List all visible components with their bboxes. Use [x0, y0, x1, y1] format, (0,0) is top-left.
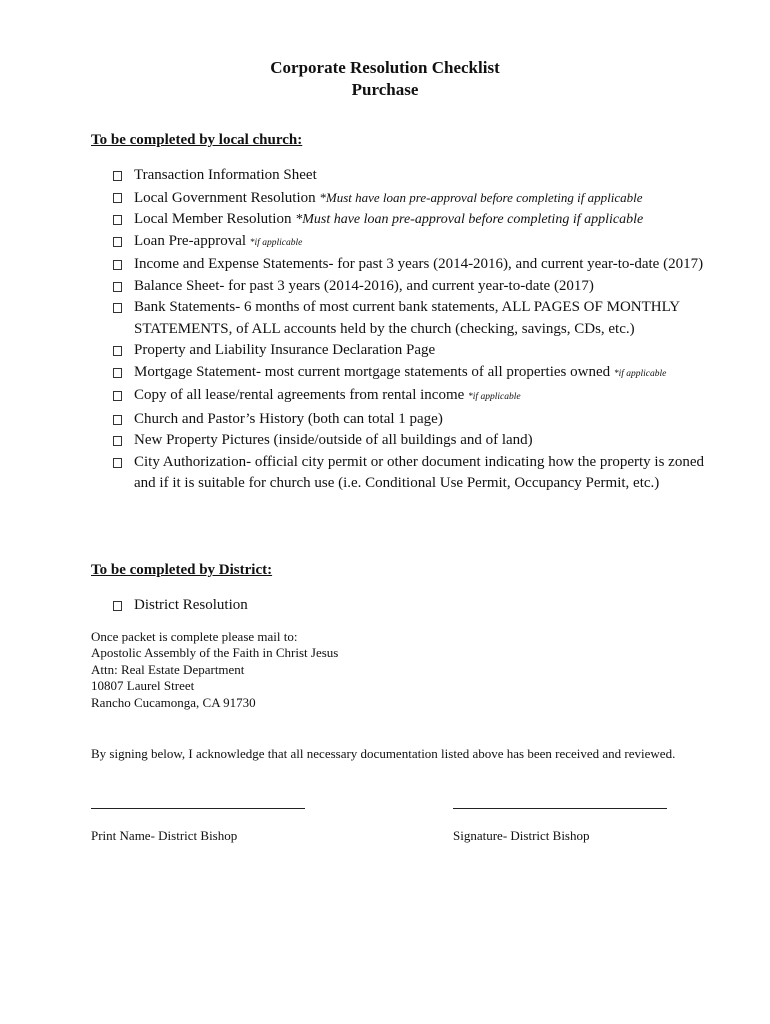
checkbox[interactable] — [113, 346, 122, 356]
checklist-item-label: Property and Liability Insurance Declaration Page — [134, 342, 436, 358]
checkbox[interactable] — [113, 391, 122, 401]
checklist-item-label: New Property Pictures (inside/outside of all buildings and of land) — [134, 432, 533, 448]
mailing-attention: Attn: Real Estate Department — [91, 661, 245, 677]
checklist-item-label: District Resolution — [134, 597, 248, 613]
checkbox[interactable] — [113, 303, 122, 313]
checkbox[interactable] — [113, 436, 122, 446]
checkbox[interactable] — [113, 601, 122, 611]
checklist-item-mortgage-statement — [113, 362, 713, 386]
signature-label: Signature- District Bishop — [453, 828, 590, 843]
checklist-item-bank-statements — [113, 297, 713, 340]
checklist-item-label: Mortgage Statement- most current mortgage statements of all properties owned — [134, 363, 614, 380]
checklist-item-local-government-resolution — [113, 187, 713, 210]
checkbox[interactable] — [113, 193, 122, 203]
checklist-item-local-member-resolution — [113, 209, 713, 231]
checklist-item-label: Church and Pastor’s History (both can total 1 page) — [134, 410, 443, 427]
church-section-heading: To be completed by local church: — [91, 132, 303, 148]
checklist-item-label: Local Government Resolution — [134, 189, 320, 206]
checkbox[interactable] — [113, 458, 122, 468]
checkbox[interactable] — [113, 237, 122, 247]
checklist-item-note: *if applicable — [613, 368, 667, 379]
checklist-item-label: Copy of all lease/rental agreements from rental income — [134, 387, 469, 403]
checklist-item-note: *Must have loan pre-approval before completing if applicable — [295, 212, 644, 227]
checklist-item-note: *if applicable — [468, 392, 521, 402]
signature-line[interactable] — [453, 808, 667, 809]
checklist-item-note: *Must have loan pre-approval before completing if applicable — [319, 189, 643, 205]
checklist-item-new-property-pictures — [113, 430, 713, 452]
checklist-item-church-pastor-history — [113, 409, 713, 431]
print-name-label: Print Name- District Bishop — [91, 828, 238, 843]
checklist-item-label: Loan Pre-approval — [134, 232, 250, 249]
acknowledgement-text: By signing below, I acknowledge that all necessary documentation listed above has been received and reviewed. — [91, 746, 676, 761]
checklist-item-label: Balance Sheet- for past 3 years (2014-2016), and current year-to-date (2017) — [134, 277, 594, 294]
document-title: Corporate Resolution Checklist — [270, 58, 500, 77]
checklist-item-lease-agreements — [113, 385, 713, 409]
checklist-item-insurance-declaration — [113, 340, 713, 362]
checklist-item-label: Local Member Resolution — [134, 211, 296, 227]
checklist-item-label: Income and Expense Statements- for past 3 years (2014-2016), and current year-to-date (2017) — [134, 256, 704, 272]
checklist-item-label: City Authorization- official city permit or other document indicating how the property is zoned and if it is suitable for church use (i.e. Conditional Use Permit, Occupancy Permit, etc.) — [134, 453, 704, 491]
checkbox[interactable] — [113, 260, 122, 270]
checklist-item-loan-pre-approval — [113, 231, 713, 255]
document-subtitle: Purchase — [351, 80, 419, 99]
mailing-intro: Once packet is complete please mail to: — [91, 629, 298, 644]
mailing-organization: Apostolic Assembly of the Faith in Christ Jesus — [91, 645, 339, 661]
checkbox[interactable] — [113, 171, 122, 181]
checkbox[interactable] — [113, 415, 122, 425]
checklist-item-transaction-info — [113, 165, 713, 187]
mailing-street: 10807 Laurel Street — [91, 678, 195, 694]
checklist-item-district-resolution — [113, 595, 713, 617]
checklist-item-income-expense-statements — [113, 254, 713, 276]
checklist-item-note: *if applicable — [249, 237, 303, 248]
print-name-line[interactable] — [91, 808, 305, 809]
checklist-item-label: Transaction Information Sheet — [134, 167, 317, 183]
checklist-item-city-authorization — [113, 452, 713, 495]
mailing-address — [91, 629, 338, 711]
checklist-item-balance-sheet — [113, 276, 713, 298]
district-checklist — [113, 595, 713, 617]
district-section-heading: To be completed by District: — [91, 562, 273, 578]
checklist-item-label: Bank Statements- 6 months of most current bank statements, ALL PAGES OF MONTHLY STATEMENTS, of ALL accounts held by the church (checking, savings, CDs, etc.) — [134, 299, 680, 337]
checkbox[interactable] — [113, 368, 122, 378]
checkbox[interactable] — [113, 215, 122, 225]
mailing-city: Rancho Cucamonga, CA 91730 — [91, 694, 256, 710]
church-checklist — [113, 165, 713, 495]
checkbox[interactable] — [113, 282, 122, 292]
